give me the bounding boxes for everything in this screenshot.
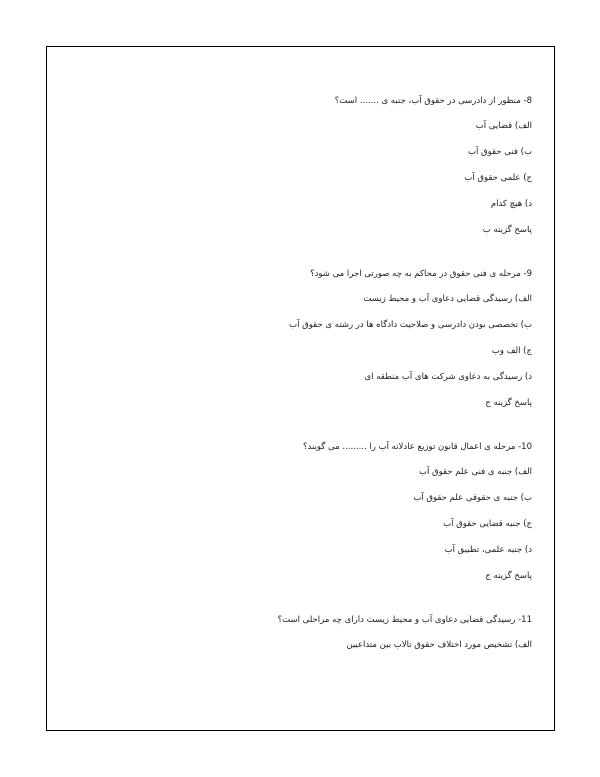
question-10 [232, 442, 532, 581]
answer-line: پاسخ گزینه ج [485, 398, 532, 408]
option-b: ب) تخصصی بودن دادرسی و صلاحیت دادگاه ها در رشته ی حقوق آب [289, 320, 532, 330]
option-b: ب) فنی حقوق آب [467, 147, 532, 157]
option-c: ج) علمی حقوق آب [464, 173, 532, 183]
question-list [232, 96, 532, 666]
spacer [232, 235, 532, 269]
answer-line: پاسخ گزینه ج [485, 571, 532, 581]
option-d: د) رسیدگی به دعاوی شرکت های آب منطقه ای [364, 372, 532, 382]
question-title: 11- رسیدگی قضایی دعاوی آب و محیط زیست دارای چه مراحلی است؟ [277, 615, 532, 625]
question-11 [232, 615, 532, 650]
question-9 [232, 269, 532, 408]
option-a: الف) قضایی آب [475, 121, 532, 131]
answer-line: پاسخ گزینه ب [482, 225, 532, 235]
question-title: 10- مرحله ی اعمال قانون توزیع عادلانه آب را ......... می گویند؟ [303, 442, 532, 452]
option-a: الف) جنبه ی فنی علم حقوق آب [418, 467, 532, 477]
option-d: د) جنبه علمی، تطبیق آب [444, 545, 532, 555]
option-a: الف) رسیدگی قضایی دعاوی آب و محیط زیست [363, 294, 532, 304]
spacer [232, 408, 532, 442]
option-d: د) هیچ کدام [490, 199, 532, 209]
question-title: 8- منظور از دادرسی در حقوق آب، جنبه ی ....... است؟ [334, 96, 532, 106]
question-title: 9- مرحله ی فنی حقوق در محاکم به چه صورتی اجرا می شود؟ [310, 269, 532, 279]
option-c: ج) جنبه قضایی حقوق آب [443, 519, 532, 529]
question-8 [232, 96, 532, 235]
option-c: ج) الف وب [491, 346, 532, 356]
spacer [232, 581, 532, 615]
option-a: الف) تشخیص مورد اختلاف حقوق تالاب بین متداعیین [346, 640, 532, 650]
option-b: ب) جنبه ی حقوقی علم حقوق آب [413, 493, 532, 503]
